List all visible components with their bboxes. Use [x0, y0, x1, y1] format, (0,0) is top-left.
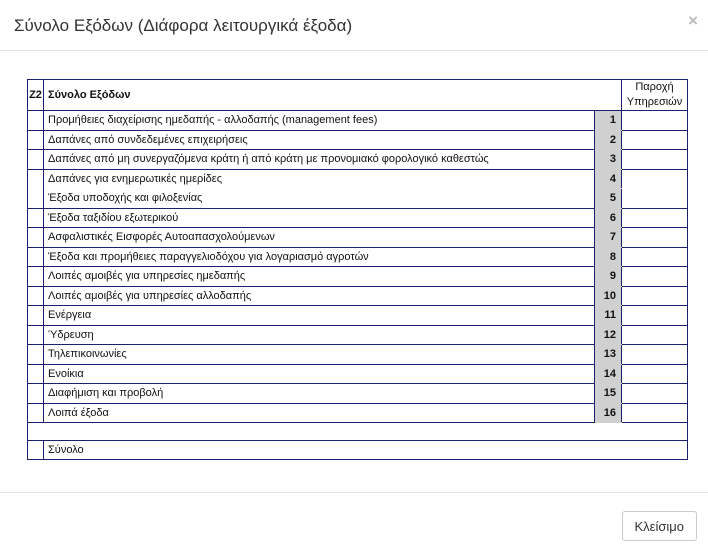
table-row: [28, 150, 688, 170]
close-button[interactable]: Κλείσιμο: [622, 511, 698, 541]
row-code-cell: [28, 208, 44, 228]
row-number: 10: [595, 286, 622, 306]
row-number: 4: [595, 169, 622, 189]
row-label: Δαπάνες από μη συνεργαζόμενα κράτη ή από κράτη με προνομιακό φορολογικό καθεστώς: [44, 150, 595, 170]
row-value-field[interactable]: [622, 384, 688, 404]
row-number: 5: [595, 189, 622, 209]
row-code-cell: [28, 384, 44, 404]
table-row: [28, 130, 688, 150]
row-label: Λοιπές αμοιβές για υπηρεσίες αλλοδαπής: [44, 286, 595, 306]
row-value-field[interactable]: [622, 189, 688, 209]
row-label: Διαφήμιση και προβολή: [44, 384, 595, 404]
row-number: 2: [595, 130, 622, 150]
row-number: 14: [595, 364, 622, 384]
row-value-field[interactable]: [622, 345, 688, 365]
table-row: [28, 364, 688, 384]
row-label: Ενοίκια: [44, 364, 595, 384]
row-number: 13: [595, 345, 622, 365]
row-code-cell: [28, 364, 44, 384]
row-number: 1: [595, 111, 622, 131]
table-row: [28, 286, 688, 306]
row-label: Ενέργεια: [44, 306, 595, 326]
section-heading: Σύνολο Εξόδων: [44, 80, 622, 111]
row-value-field[interactable]: [622, 403, 688, 423]
row-number: 11: [595, 306, 622, 326]
spacer-row: [28, 423, 688, 441]
section-code: Ζ2: [28, 80, 44, 111]
row-value-field[interactable]: [622, 111, 688, 131]
table-row: [28, 306, 688, 326]
modal-header: [0, 0, 708, 51]
row-value-field[interactable]: [622, 150, 688, 170]
row-value-field[interactable]: [622, 286, 688, 306]
row-code-cell: [28, 403, 44, 423]
modal-footer: [0, 492, 708, 553]
row-number: 16: [595, 403, 622, 423]
row-label: Ασφαλιστικές Εισφορές Αυτοαπασχολούμενων: [44, 228, 595, 248]
row-code-cell: [28, 267, 44, 287]
row-value-field[interactable]: [622, 228, 688, 248]
row-number: 12: [595, 325, 622, 345]
row-code-cell: [28, 345, 44, 365]
table-row: [28, 325, 688, 345]
table-row: [28, 403, 688, 423]
total-code-cell: [28, 441, 44, 460]
row-code-cell: [28, 111, 44, 131]
spacer-cell: [28, 423, 688, 441]
row-value-field[interactable]: [622, 169, 688, 189]
table-row: [28, 345, 688, 365]
row-code-cell: [28, 286, 44, 306]
row-value-field[interactable]: [622, 130, 688, 150]
row-code-cell: [28, 189, 44, 209]
row-code-cell: [28, 228, 44, 248]
row-value-field[interactable]: [622, 306, 688, 326]
row-code-cell: [28, 325, 44, 345]
close-icon[interactable]: ×: [688, 11, 698, 30]
row-label: Τηλεπικοινωνίες: [44, 345, 595, 365]
row-label: Προμήθειες διαχείρισης ημεδαπής - αλλοδαπής (management fees): [44, 111, 595, 131]
table-row: [28, 169, 688, 189]
row-code-cell: [28, 247, 44, 267]
row-label: Έξοδα ταξιδίου εξωτερικού: [44, 208, 595, 228]
row-value-field[interactable]: [622, 267, 688, 287]
table-header-row: [28, 80, 688, 111]
row-label: Ύδρευση: [44, 325, 595, 345]
table-row: [28, 208, 688, 228]
column-header-services: Παροχή Υπηρεσιών: [622, 80, 688, 111]
modal-title: Σύνολο Εξόδων (Διάφορα λειτουργικά έξοδα): [14, 16, 353, 35]
table-row: [28, 111, 688, 131]
row-label: Λοιπές αμοιβές για υπηρεσίες ημεδαπής: [44, 267, 595, 287]
total-row: [28, 441, 688, 460]
total-label: Σύνολο: [44, 441, 688, 460]
row-value-field[interactable]: [622, 325, 688, 345]
row-number: 9: [595, 267, 622, 287]
row-number: 15: [595, 384, 622, 404]
table-row: [28, 384, 688, 404]
row-label: Δαπάνες από συνδεδεμένες επιχειρήσεις: [44, 130, 595, 150]
modal-body: [0, 51, 708, 492]
row-value-field[interactable]: [622, 208, 688, 228]
table-row: [28, 189, 688, 209]
row-code-cell: [28, 306, 44, 326]
table-row: [28, 228, 688, 248]
row-code-cell: [28, 130, 44, 150]
row-number: 3: [595, 150, 622, 170]
row-label: Λοιπά έξοδα: [44, 403, 595, 423]
row-code-cell: [28, 150, 44, 170]
row-number: 7: [595, 228, 622, 248]
row-value-field[interactable]: [622, 364, 688, 384]
row-label: Δαπάνες για ενημερωτικές ημερίδες: [44, 169, 595, 189]
table-row: [28, 247, 688, 267]
row-number: 8: [595, 247, 622, 267]
row-value-field[interactable]: [622, 247, 688, 267]
row-label: Έξοδα υποδοχής και φιλοξενίας: [44, 189, 595, 209]
expenses-table: [27, 79, 688, 460]
row-code-cell: [28, 169, 44, 189]
row-number: 6: [595, 208, 622, 228]
row-label: Έξοδα και προμήθειες παραγγελιοδόχου για λογαριασμό αγροτών: [44, 247, 595, 267]
table-row: [28, 267, 688, 287]
